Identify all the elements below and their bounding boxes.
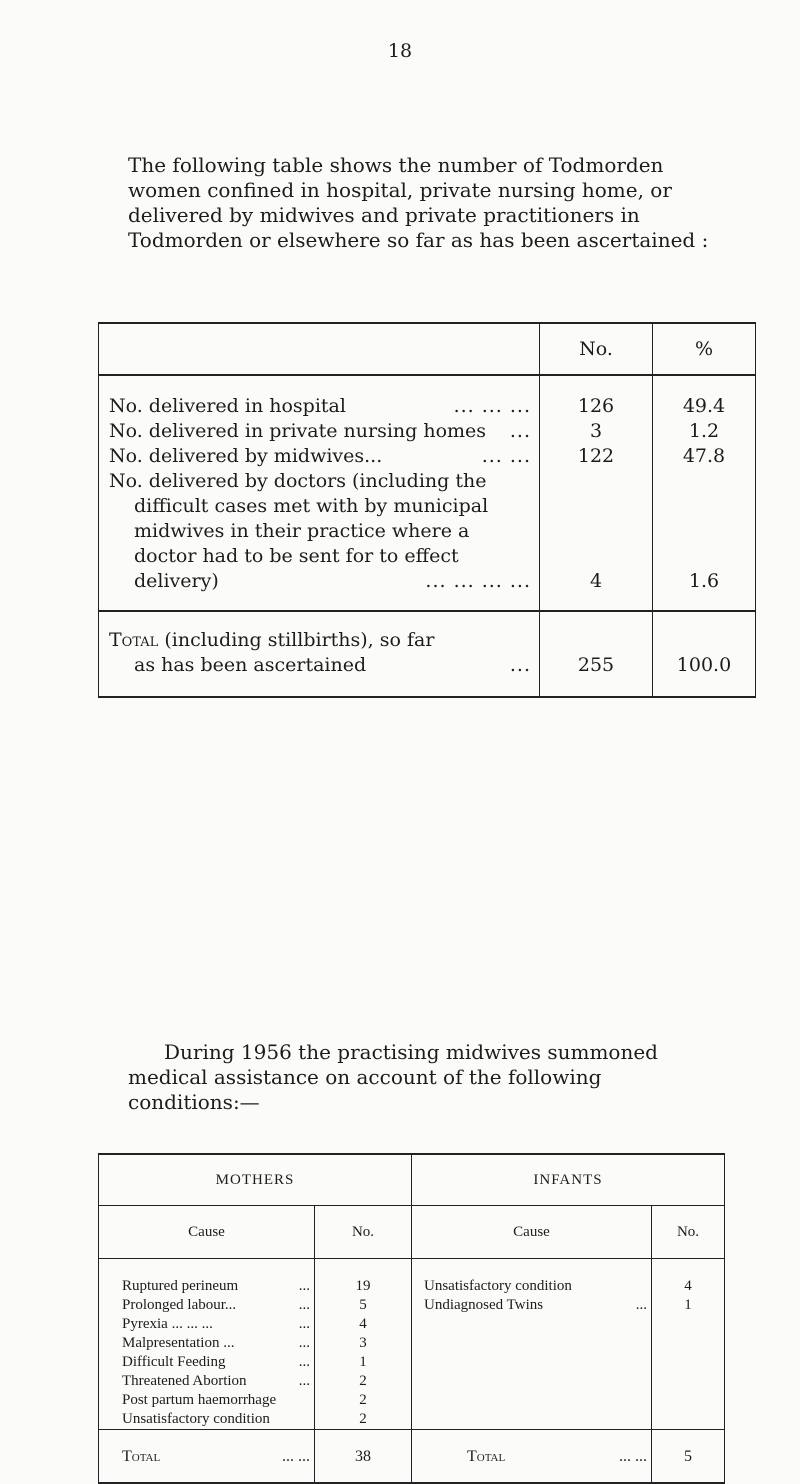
total-label-line2: as has been ascertained (134, 654, 367, 676)
list-item (412, 1277, 651, 1296)
doctors-row-text: No. delivered by doctors (including the (109, 470, 487, 492)
mothers-total-label: Total (122, 1447, 161, 1465)
list-item (99, 1296, 314, 1315)
row-pct: 1.6 (688, 570, 720, 592)
row-leader: ... (635, 1297, 647, 1313)
cause-label: Ruptured perineum (122, 1278, 239, 1294)
row-label: No. delivered in private nursing homes (109, 420, 487, 442)
mothers-header: MOTHERS (99, 1154, 412, 1206)
table-row (109, 394, 531, 419)
total-label-rest: (including stillbirths), so far (158, 629, 435, 651)
list-item (99, 1372, 314, 1391)
row-leader: ... (509, 654, 531, 676)
intro-paragraph: The following table shows the number of Todmorden women confined in hospital, private nursing home, or delivered by midwives and private practitioners in Todmorden or elsewhere so far as has been ascertained : (128, 153, 709, 252)
doctors-row-line (109, 494, 531, 519)
cause-label: Difficult Feeding (122, 1354, 226, 1370)
confinements-table (98, 322, 756, 698)
doctors-row-line (109, 569, 531, 594)
doctors-row-text: difficult cases met with by municipal (134, 495, 489, 517)
cause-label: Post partum haemorrhage (122, 1392, 277, 1408)
infants-total-label: Total (467, 1447, 506, 1465)
infants-total-no: 5 (652, 1430, 725, 1484)
mothers-numbers (315, 1259, 412, 1430)
row-leader: ... (298, 1297, 310, 1313)
cause-label: Prolonged labour... (122, 1297, 237, 1313)
row-leader: ... (298, 1373, 310, 1389)
total-no: 255 (577, 654, 615, 676)
conditions-table (98, 1153, 725, 1484)
list-item (99, 1391, 314, 1410)
doctors-row-line (109, 544, 531, 569)
row-label: No. delivered in hospital (109, 395, 346, 417)
label-header (99, 323, 540, 375)
cause-label: Undiagnosed Twins (424, 1297, 544, 1313)
total-pct: 100.0 (676, 654, 732, 676)
row-leader: ... ... (282, 1447, 310, 1465)
doctors-row-text: midwives in their practice where a (134, 520, 470, 542)
row-no: 4 (589, 570, 603, 592)
list-item (99, 1315, 314, 1334)
row-pct: 1.2 (688, 420, 720, 442)
row-leader (276, 1391, 310, 1410)
list-item (412, 1296, 651, 1315)
row-leader: ... (298, 1354, 310, 1370)
cause-no: 2 (359, 1411, 367, 1427)
row-label: No. delivered by midwives... (109, 445, 383, 467)
confinements-body (99, 375, 756, 611)
row-pct: 47.8 (682, 445, 726, 467)
list-item (99, 1277, 314, 1296)
row-no: 122 (577, 445, 615, 467)
mothers-causes (99, 1259, 315, 1430)
percent-header: % (653, 323, 756, 375)
doctors-row-text: delivery) (134, 570, 219, 592)
page-number: 18 (387, 40, 413, 62)
infants-no-header: No. (652, 1206, 725, 1259)
mothers-total-no: 38 (315, 1430, 412, 1484)
infants-causes (412, 1259, 652, 1430)
cause-no: 19 (355, 1278, 371, 1294)
mothers-cause-header: Cause (99, 1206, 315, 1259)
cause-no: 2 (359, 1392, 367, 1408)
row-no: 3 (589, 420, 603, 442)
row-leader: ... (298, 1316, 310, 1332)
total-row (99, 1430, 725, 1484)
doctors-row-line (109, 469, 531, 494)
doctors-row-line (109, 519, 531, 544)
row-leader: ... (509, 420, 531, 442)
row-pct: 49.4 (682, 395, 726, 417)
midwives-paragraph: During 1956 the practising midwives summoned medical assistance on account of the following conditions:— (128, 1040, 658, 1114)
cause-label: Unsatisfactory condition (424, 1278, 572, 1294)
total-label: Total (109, 629, 159, 651)
cause-no: 5 (359, 1297, 367, 1313)
mothers-no-header: No. (315, 1206, 412, 1259)
infants-cause-header: Cause (412, 1206, 652, 1259)
conditions-body (99, 1259, 725, 1430)
cause-label: Unsatisfactory condition (122, 1411, 270, 1427)
row-leader: ... (298, 1335, 310, 1351)
table-row (109, 444, 531, 469)
row-leader: ... ... (481, 445, 531, 467)
row-leader: ... ... (619, 1447, 647, 1465)
row-leader (572, 1277, 647, 1296)
total-row (99, 611, 756, 697)
list-item (99, 1334, 314, 1353)
table-row (109, 419, 531, 444)
row-leader: ... ... ... (453, 395, 531, 417)
row-no: 126 (577, 395, 615, 417)
cause-no: 2 (359, 1373, 367, 1389)
infants-numbers (652, 1259, 725, 1430)
row-leader: ... (298, 1278, 310, 1294)
cause-no: 4 (359, 1316, 367, 1332)
cause-label: Malpresentation ... (122, 1335, 235, 1351)
cause-label: Pyrexia ... ... ... (122, 1316, 213, 1332)
doctors-row-text: doctor had to be sent for to effect (134, 545, 459, 567)
cause-no: 4 (684, 1278, 692, 1294)
row-leader: ... ... ... ... (425, 570, 531, 592)
cause-no: 1 (359, 1354, 367, 1370)
cause-no: 3 (359, 1335, 367, 1351)
cause-label: Threatened Abortion (122, 1373, 247, 1389)
infants-header: INFANTS (412, 1154, 725, 1206)
row-leader (270, 1410, 310, 1429)
no-header: No. (540, 323, 653, 375)
list-item (99, 1353, 314, 1372)
list-item (99, 1410, 314, 1429)
cause-no: 1 (684, 1297, 692, 1313)
